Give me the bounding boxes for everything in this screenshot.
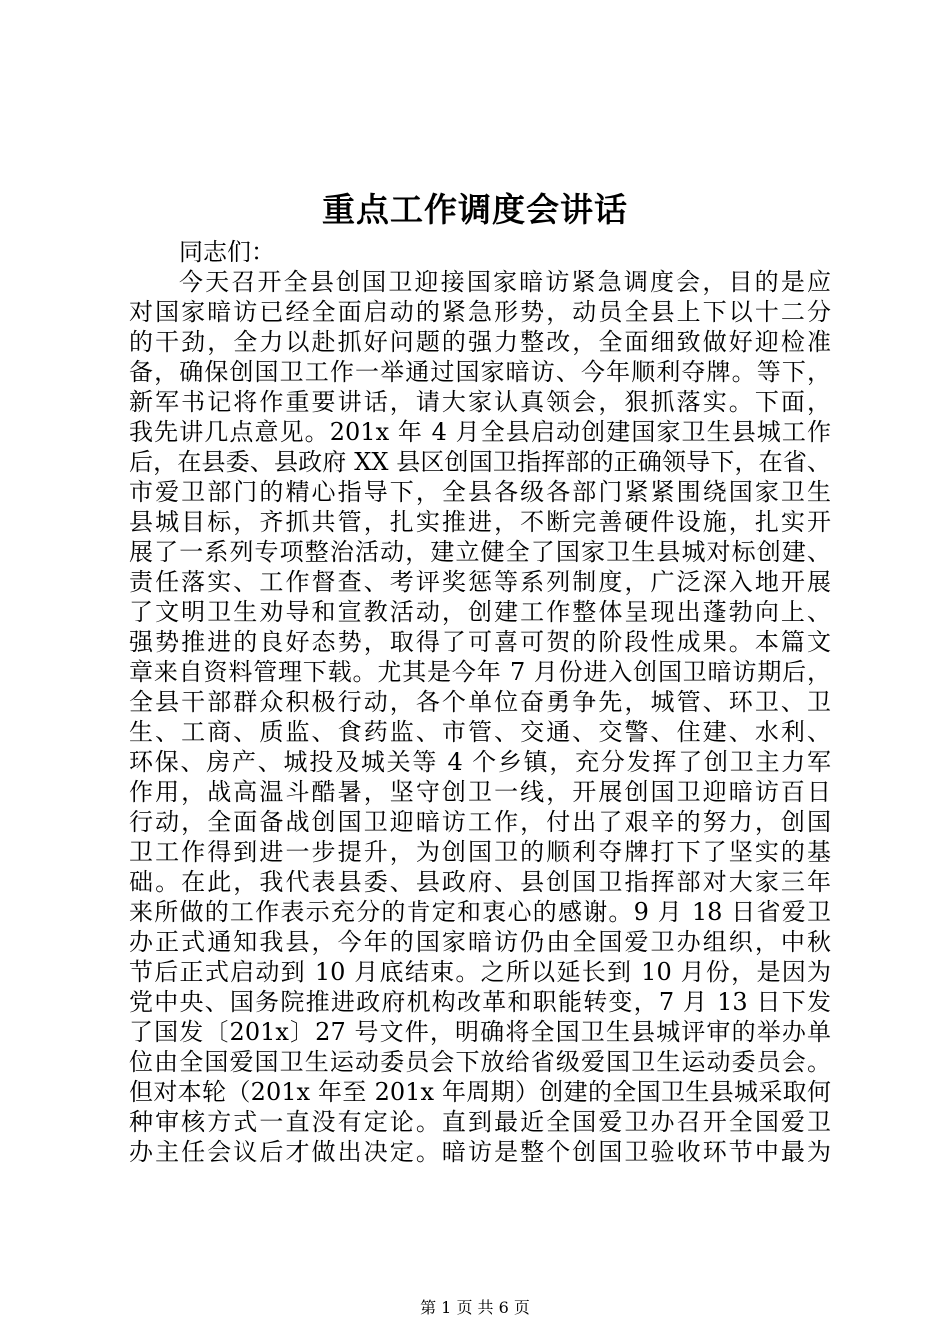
paragraph-line: 卫工作得到进一步提升，为创国卫的顺利夺牌打下了坚实的基 — [129, 838, 831, 866]
paragraph-line: 全县干部群众积极行动，各个单位奋勇争先，城管、环卫、卫 — [129, 688, 831, 716]
paragraph-line: 础。在此，我代表县委、县政府、县创国卫指挥部对大家三年 — [129, 868, 831, 896]
salutation: 同志们： — [179, 238, 275, 266]
paragraph-line: 了国发〔201x〕27 号文件，明确将全国卫生县城评审的举办单 — [129, 1018, 831, 1046]
paragraph-line: 新军书记将作重要讲话，请大家认真领会，狠抓落实。下面， — [129, 388, 831, 416]
page-footer: 第 1 页 共 6 页 — [420, 1298, 530, 1317]
paragraph-line: 市爱卫部门的精心指导下，全县各级各部门紧紧围绕国家卫生 — [129, 478, 831, 506]
paragraph-line: 作用，战高温斗酷暑，坚守创卫一线，开展创国卫迎暗访百日 — [129, 778, 831, 806]
paragraph-line: 党中央、国务院推进政府机构改革和职能转变，7 月 13 日下发 — [129, 988, 831, 1016]
paragraph-line: 办主任会议后才做出决定。暗访是整个创国卫验收环节中最为 — [129, 1138, 831, 1166]
document-title: 重点工作调度会讲话 — [322, 190, 628, 229]
paragraph-line: 来所做的工作表示充分的肯定和衷心的感谢。9 月 18 日省爱卫 — [129, 898, 831, 926]
paragraph-line: 责任落实、工作督查、考评奖惩等系列制度，广泛深入地开展 — [129, 568, 831, 596]
paragraph-line: 强势推进的良好态势，取得了可喜可贺的阶段性成果。本篇文 — [129, 628, 831, 656]
paragraph-line: 县城目标，齐抓共管，扎实推进，不断完善硬件设施，扎实开 — [129, 508, 831, 536]
paragraph-line: 种审核方式一直没有定论。直到最近全国爱卫办召开全国爱卫 — [129, 1108, 831, 1136]
document-body — [129, 237, 831, 1167]
paragraph-line: 备，确保创国卫工作一举通过国家暗访、今年顺利夺牌。等下， — [129, 358, 831, 386]
paragraph-line: 生、工商、质监、食药监、市管、交通、交警、住建、水利、 — [129, 718, 831, 746]
paragraph-line: 展了一系列专项整治活动，建立健全了国家卫生县城对标创建、 — [129, 538, 831, 566]
paragraph-line: 位由全国爱国卫生运动委员会下放给省级爱国卫生运动委员会。 — [129, 1048, 831, 1076]
paragraph-line: 今天召开全县创国卫迎接国家暗访紧急调度会，目的是应 — [179, 268, 831, 296]
paragraph-line: 章来自资料管理下载。尤其是今年 7 月份进入创国卫暗访期后， — [129, 658, 831, 686]
paragraph-line: 的干劲，全力以赴抓好问题的强力整改，全面细致做好迎检准 — [129, 328, 831, 356]
paragraph-line: 节后正式启动到 10 月底结束。之所以延长到 10 月份，是因为 — [129, 958, 831, 986]
paragraph-line: 办正式通知我县，今年的国家暗访仍由全国爱卫办组织，中秋 — [129, 928, 831, 956]
paragraph-line: 我先讲几点意见。201x 年 4 月全县启动创建国家卫生县城工作 — [129, 418, 831, 446]
paragraph-line: 后，在县委、县政府 XX 县区创国卫指挥部的正确领导下，在省、 — [129, 448, 831, 476]
paragraph-line: 但对本轮（201x 年至 201x 年周期）创建的全国卫生县城采取何 — [129, 1078, 831, 1106]
paragraph-line: 了文明卫生劝导和宣教活动，创建工作整体呈现出蓬勃向上、 — [129, 598, 831, 626]
paragraph-line: 行动，全面备战创国卫迎暗访工作，付出了艰辛的努力，创国 — [129, 808, 831, 836]
paragraph-line: 对国家暗访已经全面启动的紧急形势，动员全县上下以十二分 — [129, 298, 831, 326]
paragraph-line: 环保、房产、城投及城关等 4 个乡镇，充分发挥了创卫主力军 — [129, 748, 831, 776]
